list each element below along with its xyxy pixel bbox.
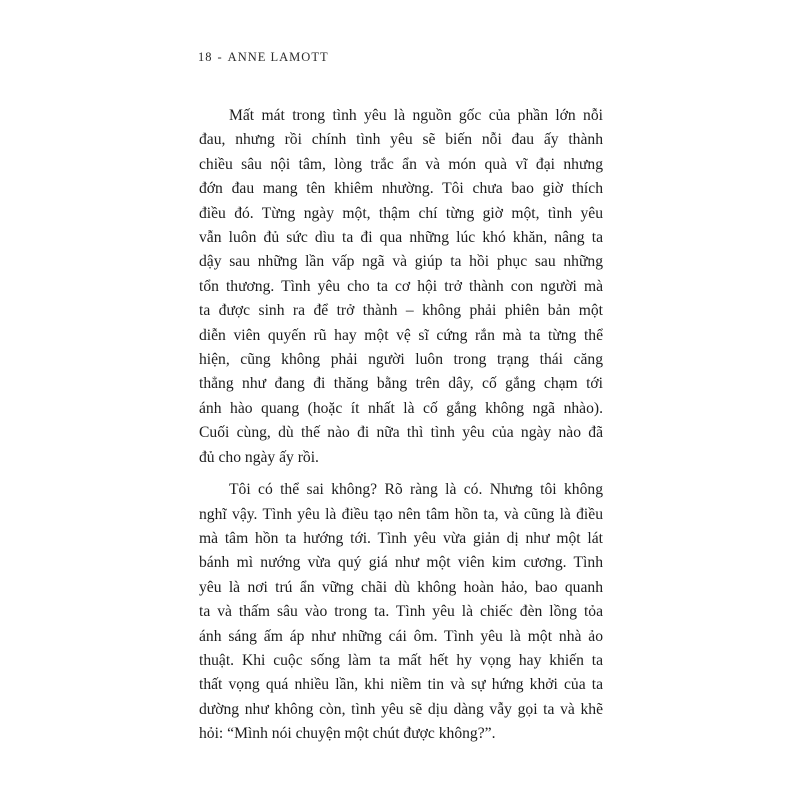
text-line: đủ cho ngày ấy rồi.	[199, 448, 319, 466]
running-head	[198, 50, 329, 65]
text-line: ánh hào quang (hoặc ít nhất là cố gắng không ngã nhào).	[199, 399, 603, 417]
text-line: hỏi: “Mình nói chuyện một chút được không?”.	[199, 725, 496, 743]
paragraph-2	[199, 478, 603, 746]
paragraph-1	[199, 104, 603, 470]
text-line: ta và thấm sâu vào trong ta. Tình yêu là chiếc đèn lồng tỏa	[199, 603, 603, 621]
text-line: thuật. Khi cuộc sống làm ta mất hết hy vọng hay khiến ta	[199, 651, 603, 669]
text-line: đớn đau mang tên khiêm nhường. Tôi chưa bao giờ thích	[199, 180, 603, 198]
text-line: thẳng như đang đi thăng bằng trên dây, cố gắng chạm tới	[199, 375, 603, 393]
text-line: Mất mát trong tình yêu là nguồn gốc của phần lớn nỗi	[229, 107, 603, 124]
text-line: Cuối cùng, dù thế nào đi nữa thì tình yêu của ngày nào đã	[199, 424, 603, 442]
text-line: nghĩ vậy. Tình yêu là điều tạo nên tâm hồn ta, và cũng là điều	[199, 505, 603, 523]
text-line: ta được sinh ra để trở thành – không phải phiên bản một	[199, 302, 603, 320]
author-name: ANNE LAMOTT	[227, 50, 329, 64]
text-line: dậy sau những lần vấp ngã và giúp ta hồi phục sau những	[199, 253, 603, 271]
text-line: dường như không còn, tình yêu sẽ dịu dàng vẫy gọi ta và khẽ	[199, 700, 603, 718]
text-line: yêu là nơi trú ẩn vững chãi dù không hoàn hảo, bao quanh	[199, 578, 603, 596]
text-line: Tôi có thể sai không? Rõ ràng là có. Nhưng tôi không	[229, 481, 603, 499]
text-line: đau, nhưng rồi chính tình yêu sẽ biến nỗi đau ấy thành	[199, 131, 603, 149]
text-line: diễn viên quyến rũ hay một vệ sĩ cứng rắn mà ta từng thể	[199, 326, 603, 344]
text-line: thất vọng quá nhiều lần, khi niềm tin và sự hứng khởi của ta	[199, 676, 603, 694]
text-line: hiện, cũng không phải người luôn trong trạng thái căng	[199, 351, 603, 369]
text-line: bánh mì nướng vừa quý giá như một viên kim cương. Tình	[199, 554, 603, 572]
text-line: mà tâm hồn ta hướng tới. Tình yêu vừa giản dị như một lát	[199, 529, 603, 547]
text-line: tổn thương. Tình yêu cho ta cơ hội trở thành con người mà	[199, 277, 603, 295]
text-line: chiều sâu nội tâm, lòng trắc ẩn và món quà vĩ đại nhưng	[199, 155, 603, 173]
text-line: điều đó. Từng ngày một, thậm chí từng giờ một, tình yêu	[199, 204, 603, 222]
page-number: 18	[198, 50, 213, 64]
text-line: vẫn luôn đủ sức dìu ta đi qua những lúc khó khăn, nâng ta	[199, 229, 603, 247]
header-separator: -	[217, 50, 223, 64]
text-line: ánh sáng ấm áp như những cái ôm. Tình yêu là một nhà ảo	[199, 627, 603, 645]
body-text	[199, 104, 603, 747]
